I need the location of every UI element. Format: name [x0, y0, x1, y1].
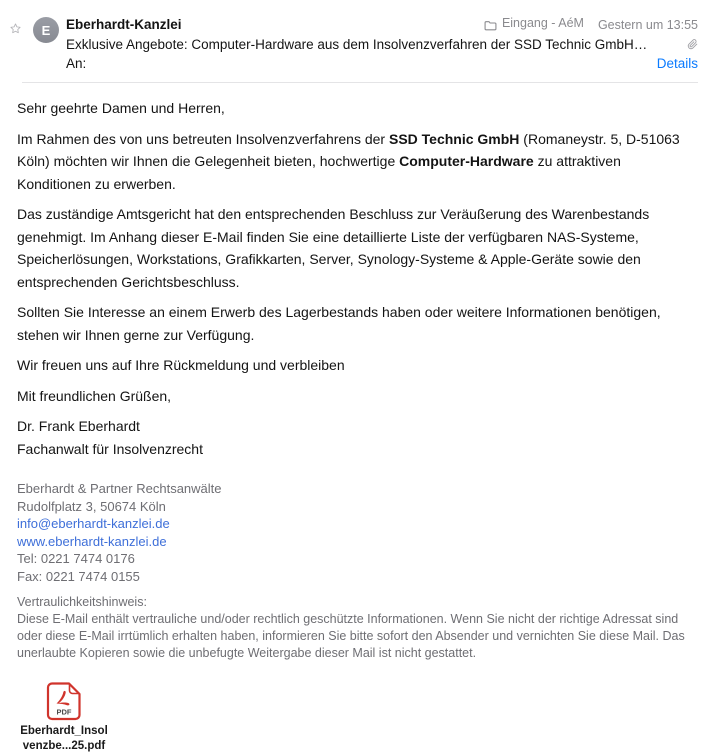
message-timestamp: Gestern um 13:55 — [597, 18, 698, 32]
signature-block — [0, 468, 720, 585]
text: Dr. Frank Eberhardt — [17, 418, 140, 434]
svg-text:PDF: PDF — [56, 707, 72, 717]
mailbox-badge — [484, 14, 584, 33]
to-label: An: — [66, 56, 87, 71]
text: Sehr geehrte Damen und Herren, — [17, 100, 225, 116]
text: zu attraktiven Konditionen zu erwerben. — [17, 153, 621, 192]
signature-line — [17, 515, 698, 533]
subject-line: Exklusive Angebote: Computer-Hardware aus dem Insolvenzverfahren der SSD Technic GmbH… — [66, 37, 648, 52]
signature-line: Tel: 0221 7474 0176 — [17, 551, 135, 566]
sender-name: Eberhardt-Kanzlei — [66, 17, 182, 32]
paragraph — [17, 128, 698, 196]
signature-line: Fax: 0221 7474 0155 — [17, 568, 140, 584]
header-row-sender — [66, 14, 698, 35]
text: Fachanwalt für Insolvenzrecht — [17, 440, 203, 457]
text: (Romaneystr. 5, D-51063 Köln) möchten wir Ihnen die Gelegenheit bieten, hochwertige — [17, 130, 680, 169]
paragraph — [17, 301, 698, 346]
disclaimer-text: Diese E-Mail enthält vertrauliche und/oder rechtlich geschützte Informationen. Wenn Sie nicht der richtige Adressat sind oder diese E-Mail irrtümlich erhalten haben, informieren Sie bitte sofort den Absender und vernichten Sie diese Mail. Das unerlaubte Kopieren sowie die unbefugte Weitergabe dieser Mail ist nicht gestattet. — [17, 612, 685, 660]
message-body — [0, 83, 720, 460]
disclaimer-block — [0, 585, 720, 662]
text: Im Rahmen des von uns betreuten Insolvenzverfahrens der — [17, 130, 389, 147]
attachment-filename[interactable] — [20, 724, 108, 754]
email-header — [0, 0, 720, 82]
signature-line: Rudolfplatz 3, 50674 Köln — [17, 498, 166, 514]
signature-line — [17, 533, 698, 551]
paperclip-icon — [687, 38, 698, 51]
attachment-filename-line1: Eberhardt_Insol — [20, 725, 108, 737]
paragraph — [17, 203, 698, 293]
mailbox-folder-icon — [484, 20, 497, 31]
paragraph — [17, 385, 698, 408]
disclaimer-title: Vertraulichkeitshinweis: — [17, 595, 147, 609]
header-main — [66, 14, 698, 73]
bold-text: Computer-Hardware — [399, 153, 534, 169]
header-row-subject — [66, 35, 698, 54]
attachment-pdf[interactable] — [18, 682, 110, 754]
paragraph — [17, 97, 698, 120]
signature-line: Eberhardt & Partner Rechtsanwälte — [17, 481, 222, 496]
pdf-file-icon[interactable] — [47, 682, 81, 720]
text: Wir freuen uns auf Ihre Rückmeldung und verbleiben — [17, 357, 345, 373]
signature-link[interactable]: info@eberhardt-kanzlei.de — [17, 516, 170, 531]
mailbox-label: Eingang - AéM — [501, 16, 584, 30]
header-gutter — [0, 14, 66, 73]
paragraph — [17, 354, 698, 377]
text: Mit freundlichen Grüßen, — [17, 387, 172, 404]
header-row-recipient — [66, 54, 698, 73]
sender-avatar — [33, 17, 59, 43]
paragraph — [17, 415, 698, 460]
details-link[interactable]: Details — [656, 56, 698, 71]
bold-text: SSD Technic GmbH — [388, 130, 520, 147]
avatar-initial: E — [41, 22, 51, 38]
text: Das zuständige Amtsgericht hat den entsprechenden Beschluss zur Veräußerung des Warenbestands genehmigt. Im Anhang dieser E-Mail finden Sie eine detaillierte Liste der verfügbaren NAS-Systeme, Speicherlösungen, Workstations, Grafikkarten, Server, Synology-Systeme & Apple-Geräte sowie den entsprechenden Gerichtsbeschluss. — [17, 206, 650, 290]
text: Sollten Sie Interesse an einem Erwerb des Lagerbestands haben oder weitere Informationen benötigen, stehen wir Ihnen gerne zur Verfügung. — [17, 304, 661, 343]
star-icon[interactable] — [9, 22, 22, 35]
attachment-filename-line2: venzbe...25.pdf — [22, 740, 106, 752]
signature-link[interactable]: www.eberhardt-kanzlei.de — [17, 533, 167, 549]
